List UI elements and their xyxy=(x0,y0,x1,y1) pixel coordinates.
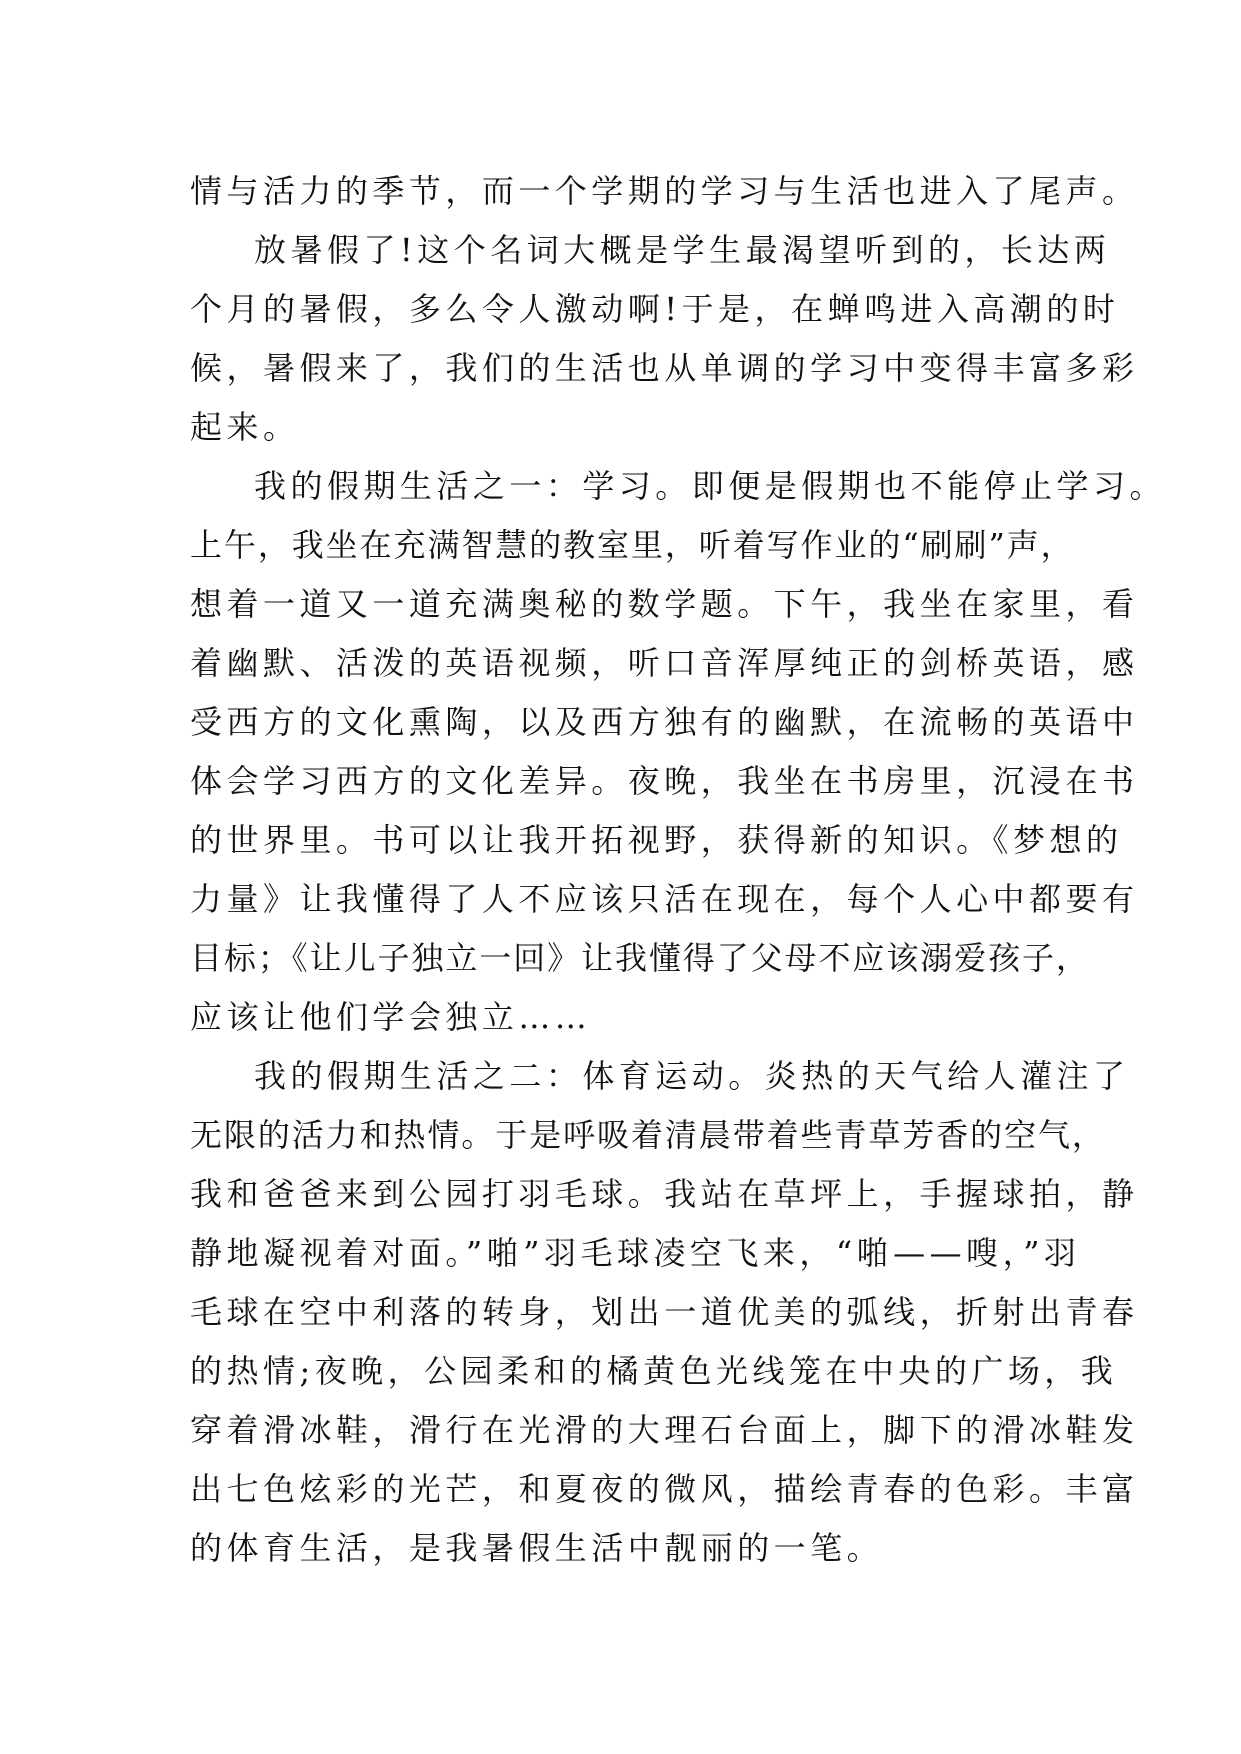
paragraph-line: 的体育生活，是我暑假生活中靓丽的一笔。 xyxy=(190,1529,884,1567)
paragraph-line: 力量》让我懂得了人不应该只活在现在，每个人心中都要有 xyxy=(190,880,1139,918)
paragraph-line: 应该让他们学会独立…… xyxy=(190,998,592,1036)
paragraph-line: 我和爸爸来到公园打羽毛球。我站在草坪上，手握球拍，静 xyxy=(190,1175,1139,1213)
paragraph-line: 候，暑假来了，我们的生活也从单调的学习中变得丰富多彩 xyxy=(190,349,1139,387)
paragraph-line: 的世界里。书可以让我开拓视野，获得新的知识。《梦想的 xyxy=(190,821,1123,859)
paragraph-line: 的热情;夜晚，公园柔和的橘黄色光线笼在中央的广场，我 xyxy=(190,1352,1118,1390)
paragraph-line: 放暑假了!这个名词大概是学生最渴望听到的，长达两 xyxy=(254,231,1111,269)
paragraph-line: 想着一道又一道充满奥秘的数学题。下午，我坐在家里，看 xyxy=(190,585,1139,623)
paragraph-line: 着幽默、活泼的英语视频，听口音浑厚纯正的剑桥英语，感 xyxy=(190,644,1139,682)
paragraph-line: 出七色炫彩的光芒，和夏夜的微风，描绘青春的色彩。丰富 xyxy=(190,1470,1139,1508)
paragraph-line: 受西方的文化熏陶，以及西方独有的幽默，在流畅的英语中 xyxy=(190,703,1139,741)
paragraph-line: 穿着滑冰鞋，滑行在光滑的大理石台面上，脚下的滑冰鞋发 xyxy=(190,1411,1139,1449)
paragraph-line: 起来。 xyxy=(190,408,300,446)
paragraph-line: 目标；《让儿子独立一回》让我懂得了父母不应该溺爱孩子， xyxy=(190,939,1090,977)
paragraph-line: 情与活力的季节，而一个学期的学习与生活也进入了尾声。 xyxy=(190,172,1139,210)
paragraph-line: 上午，我坐在充满智慧的教室里，听着写作业的“刷刷”声， xyxy=(190,526,1075,564)
paragraph-line: 体会学习西方的文化差异。夜晚，我坐在书房里，沉浸在书 xyxy=(190,762,1139,800)
paragraph-line: 毛球在空中利落的转身，划出一道优美的弧线，折射出青春 xyxy=(190,1293,1139,1331)
paragraph-line: 静地凝视着对面。”啪”羽毛球凌空飞来，“啪——嗖，”羽 xyxy=(190,1234,1081,1272)
paragraph-line: 个月的暑假，多么令人激动啊!于是，在蝉鸣进入高潮的时 xyxy=(190,290,1120,328)
paragraph-line: 我的假期生活之一：学习。即便是假期也不能停止学习。 xyxy=(254,467,1167,505)
paragraph-line: 我的假期生活之二：体育运动。炎热的天气给人灌注了 xyxy=(254,1057,1130,1095)
paragraph-line: 无限的活力和热情。于是呼吸着清晨带着些青草芳香的空气， xyxy=(190,1116,1106,1154)
document-body xyxy=(190,162,1167,1578)
